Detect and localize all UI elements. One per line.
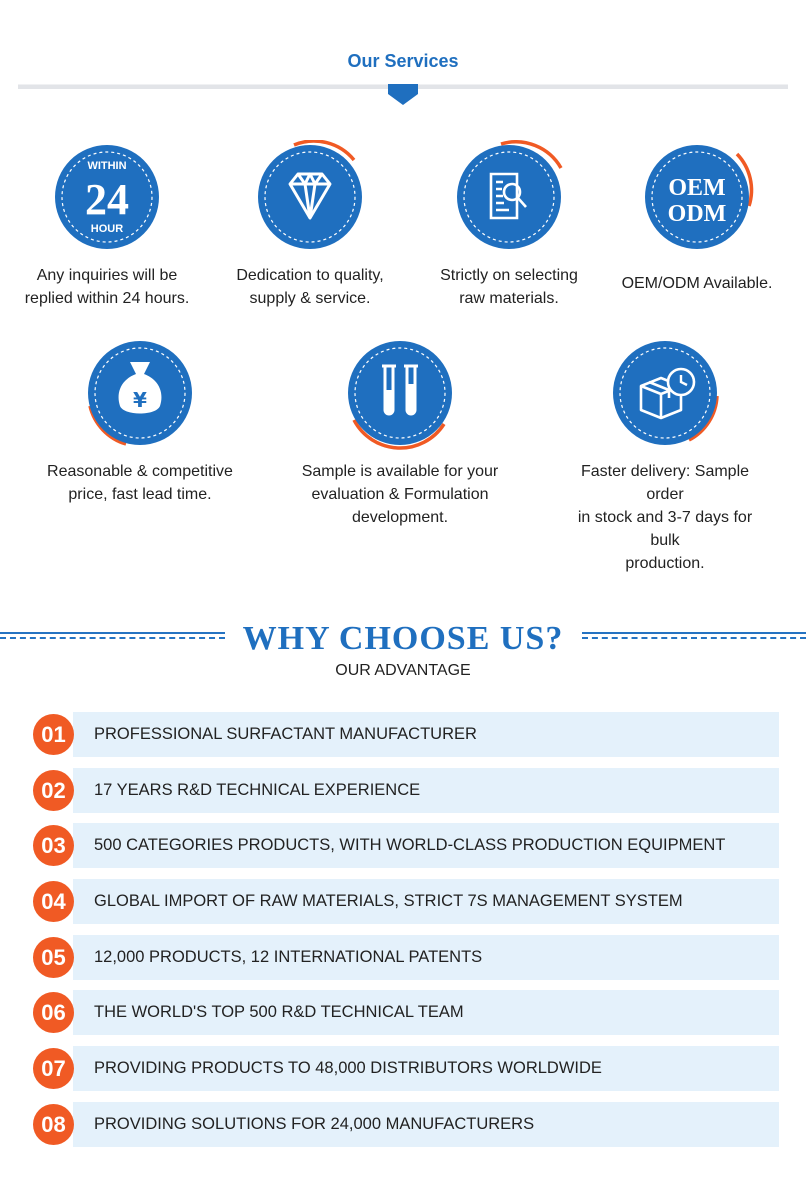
advantage-text: PROVIDING PRODUCTS TO 48,000 DISTRIBUTORS WORLDWIDE (94, 1059, 602, 1078)
caption-text: Strictly on selecting raw materials. (440, 267, 578, 307)
badge-within-text: WITHIN (87, 160, 127, 172)
badge-odm-text: ODM (667, 201, 727, 227)
service-item-price (40, 336, 240, 506)
money-bag-yen-icon (80, 336, 200, 456)
service-item-sample (300, 336, 500, 529)
advantage-text: 500 CATEGORIES PRODUCTS, WITH WORLD-CLASS PRODUCTION EQUIPMENT (94, 836, 726, 855)
caption-text: OEM/ODM Available. (621, 275, 773, 292)
advantage-text: 12,000 PRODUCTS, 12 INTERNATIONAL PATENTS (94, 947, 483, 966)
advantage-number-badge: 05 (33, 937, 74, 978)
advantage-text: PROFESSIONAL SURFACTANT MANUFACTURER (94, 725, 477, 743)
badge-oem-text: OEM (668, 175, 726, 201)
caption-text: Dedication to quality, supply & service. (236, 267, 384, 307)
service-item-oem (597, 140, 797, 295)
service-caption (40, 460, 240, 506)
oem-odm-icon (637, 140, 757, 260)
advantage-row (33, 990, 779, 1035)
advantage-number-badge: 04 (33, 881, 74, 922)
advantage-row (33, 1046, 779, 1091)
caption-text: Faster delivery: Sample order in stock and 3-7 days for bulk production. (577, 463, 753, 572)
advantage-number-badge: 07 (33, 1048, 74, 1089)
advantage-number-badge: 01 (33, 714, 74, 755)
service-caption (300, 460, 500, 529)
service-caption (565, 460, 765, 575)
advantage-number-badge: 02 (33, 770, 74, 811)
diamond-icon (250, 140, 370, 260)
badge-24-text: 24 (85, 175, 129, 224)
advantage-number-badge: 08 (33, 1104, 74, 1145)
service-caption (210, 264, 410, 310)
advantage-row (33, 712, 779, 757)
document-search-icon (449, 140, 569, 260)
service-caption (7, 264, 207, 310)
advantage-text: THE WORLD'S TOP 500 R&D TECHNICAL TEAM (94, 1003, 464, 1022)
clock-24-hour-icon (47, 140, 167, 260)
service-caption (597, 272, 797, 295)
why-subtitle: OUR ADVANTAGE (335, 662, 471, 679)
why-title: WHY CHOOSE US? (242, 620, 564, 657)
advantage-text: PROVIDING SOLUTIONS FOR 24,000 MANUFACTURERS (94, 1114, 535, 1133)
advantage-text: GLOBAL IMPORT OF RAW MATERIALS, STRICT 7S MANAGEMENT SYSTEM (94, 892, 683, 911)
service-item-materials (409, 140, 609, 310)
advantage-number-badge: 06 (33, 992, 74, 1033)
service-caption (409, 264, 609, 310)
advantage-row (33, 823, 779, 868)
advantage-list (33, 712, 779, 1158)
caption-text: Sample is available for your evaluation & Formulation development. (301, 463, 499, 526)
advantage-row (33, 935, 779, 980)
service-item-24h (7, 140, 207, 310)
advantage-number-badge: 03 (33, 825, 74, 866)
yen-symbol: ¥ (133, 388, 147, 412)
test-tubes-icon (340, 336, 460, 456)
caption-text: Reasonable & competitive price, fast lead time. (47, 463, 233, 503)
advantage-text: 17 YEARS R&D TECHNICAL EXPERIENCE (94, 780, 421, 799)
badge-hour-text: HOUR (90, 223, 124, 235)
services-title: Our Services (347, 51, 459, 71)
caption-text: Any inquiries will be replied within 24 hours. (24, 267, 190, 307)
service-item-delivery (565, 336, 765, 575)
advantage-row (33, 768, 779, 813)
service-item-quality (210, 140, 410, 310)
box-clock-icon (605, 336, 725, 456)
advantage-row (33, 1102, 779, 1147)
services-pointer-icon (388, 84, 418, 105)
advantage-row (33, 879, 779, 924)
